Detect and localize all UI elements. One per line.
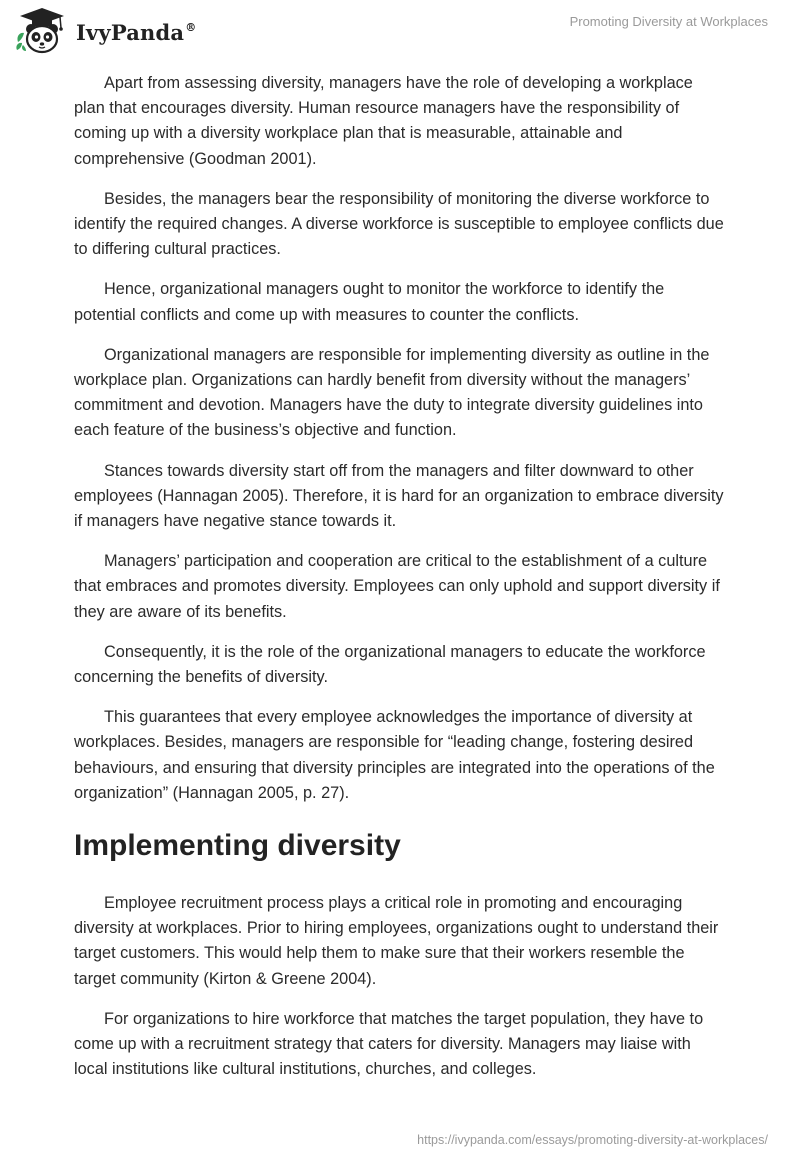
paragraph: Apart from assessing diversity, managers have the role of developing a workplace plan that encourages diversity. Human resource managers have the responsibility of coming up with a diversity workplace plan that is measurable, attainable and comprehensive (Goodman 2001). <box>74 74 693 168</box>
ivypanda-logo[interactable] <box>14 6 196 56</box>
paragraph: Hence, organizational managers ought to monitor the workforce to identify the potential conflicts and come up with measures to counter the conflicts. <box>74 280 665 324</box>
source-url[interactable]: https://ivypanda.com/essays/promoting-diversity-at-workplaces/ <box>417 1133 768 1147</box>
section-heading: Implementing diversity <box>74 829 401 863</box>
document-title: Promoting Diversity at Workplaces <box>569 14 768 29</box>
paragraph: For organizations to hire workforce that matches the target population, they have to come up with a recruitment strategy that caters for diversity. Managers may liaise with local institutions like cultural institutions, churches, and colleges. <box>74 1009 704 1079</box>
paragraph: This guarantees that every employee acknowledges the importance of diversity at workplaces. Besides, managers are responsible for “leading change, fostering desired behaviours, and ensuring that diversity principles are integrated into the operations of the organization” (Hannagan 2005, p. 27). <box>74 708 715 802</box>
page-header <box>0 0 800 60</box>
paragraph: Organizational managers are responsible for implementing diversity as outline in the workplace plan. Organizations can hardly benefit from diversity without the managers’ commitment and devotion. Managers have the duty to integrate diversity guidelines into each feature of the business’s objective and function. <box>74 345 710 440</box>
paragraph: Employee recruitment process plays a critical role in promoting and encouraging diversity at workplaces. Prior to hiring employees, organizations ought to understand their target customers. This would help them to make sure that their workers resemble the target community (Kirton & Greene 2004). <box>74 894 719 988</box>
article-body <box>74 71 726 1098</box>
panda-graduate-icon <box>14 6 70 56</box>
paragraph: Managers’ participation and cooperation are critical to the establishment of a culture that embraces and promotes diversity. Employees can only uphold and support diversity if they are aware of its benefits. <box>74 552 720 621</box>
brand-name: IvyPanda® <box>76 19 197 45</box>
paragraph: Stances towards diversity start off from the managers and filter downward to other employees (Hannagan 2005). Therefore, it is hard for an organization to embrace diversity if managers have negative stance towards it. <box>74 461 724 531</box>
paragraph: Consequently, it is the role of the organizational managers to educate the workforce concerning the benefits of diversity. <box>74 642 706 687</box>
paragraph: Besides, the managers bear the responsibility of monitoring the diverse workforce to identify the required changes. A diverse workforce is susceptible to employee conflicts due to differing cultural practices. <box>74 189 724 259</box>
